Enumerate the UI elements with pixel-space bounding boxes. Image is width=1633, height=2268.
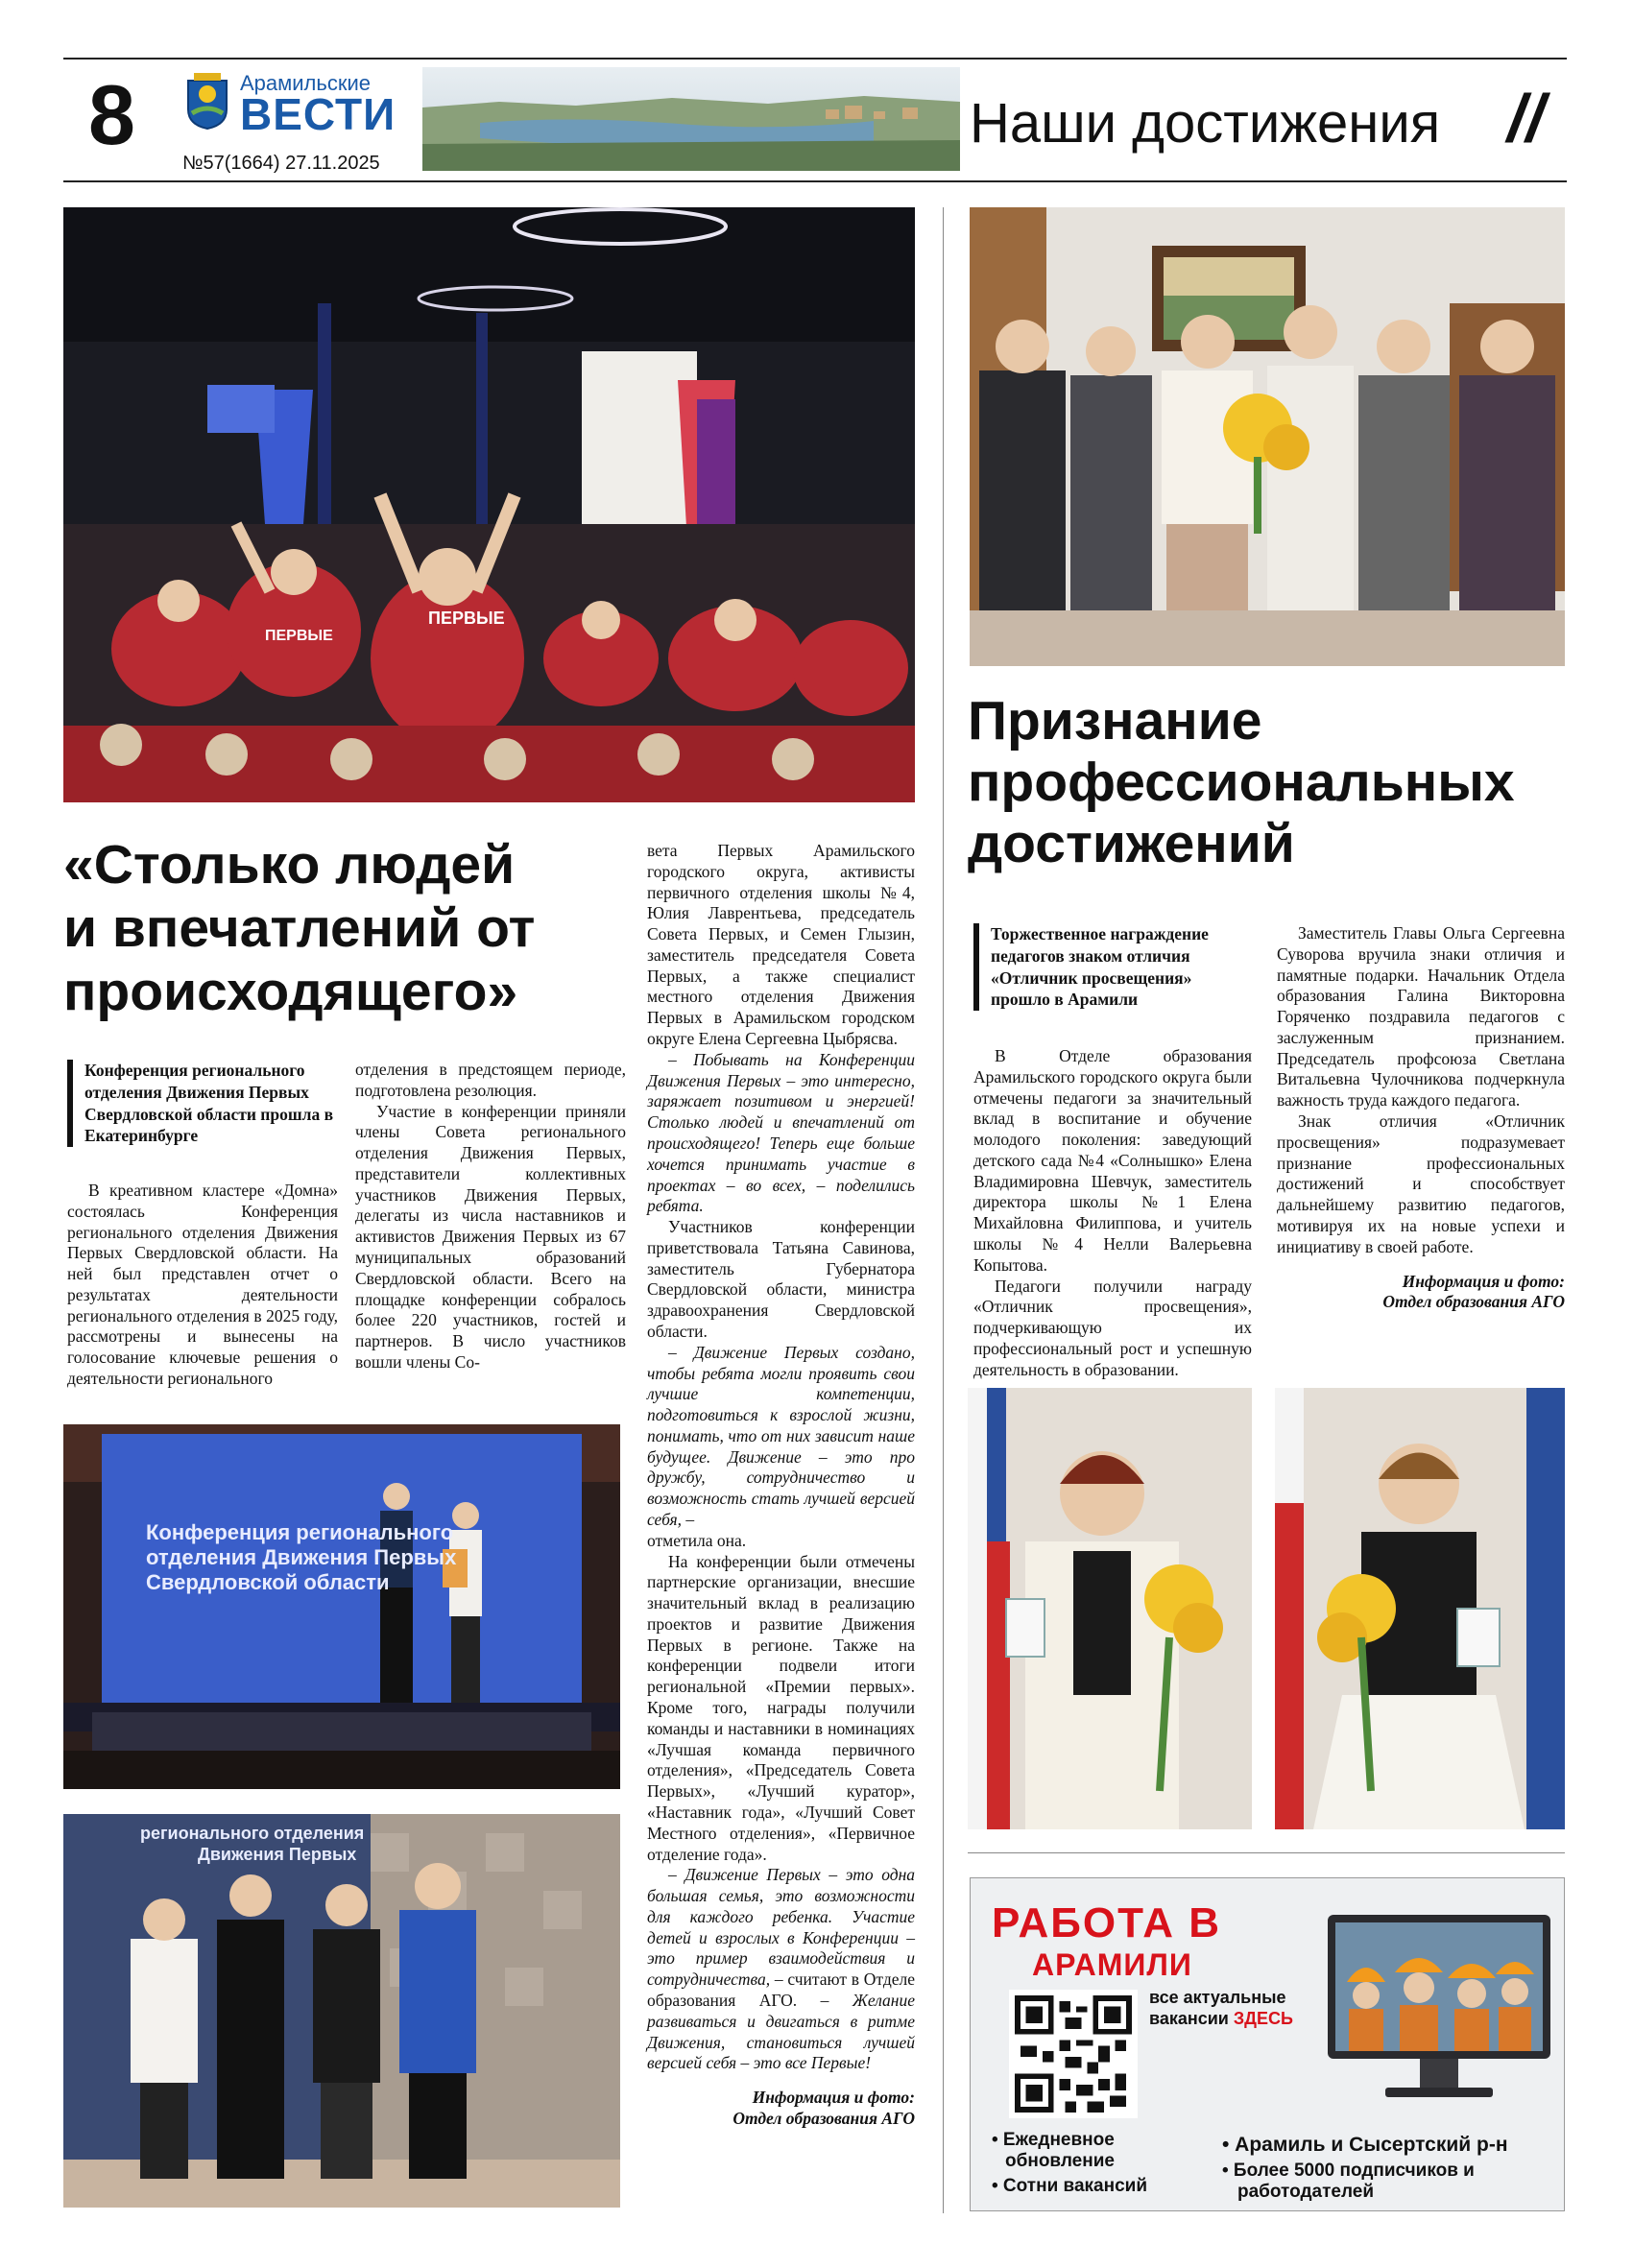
left-article-col2	[355, 1060, 626, 1373]
paragraph: Заместитель Главы Ольга Сергеевна Суворова вручила знаки отличия и памятные подарки. Начальник Отдела образования Галина Викторовна Горяченко поздравила педагогов с заслуженным признанием. Председатель профсоюза Светлана Витальевна Чулочникова подчеркнула важность труда каждого педагога.	[1277, 923, 1565, 1110]
paragraph: Участников конференции приветствовала Татьяна Савинова, заместитель Губернатора Свердловской области, министра здравоохранения Свердловской области.	[647, 1217, 915, 1341]
header-landscape-photo	[422, 67, 960, 171]
paragraph	[647, 1865, 915, 2074]
quote: Желание развиваться и двигаться в ритме Движения, становиться лучшей версией себя – это все Первые!	[647, 1990, 915, 2073]
column-divider	[943, 207, 944, 2213]
signature-line: Информация и фото:	[752, 2088, 915, 2108]
ad-bullet-line: • Более 5000 подписчиков и	[1222, 2161, 1475, 2181]
paragraph: В креативном кластере «Домна» состоялась Конференция регионального отделения Движения Первых Свердловской области. На ней был представлен отчет о результатах деятельности регионального отделения в 2025 году, рассмотрены и вынесены на голосование ключевые решения о деятельности регионального	[67, 1181, 338, 1389]
awarded-teacher-photo-2	[1275, 1388, 1565, 1829]
ad-title-line: РАБОТА В	[992, 1899, 1221, 1946]
right-article-col1	[973, 1046, 1252, 1381]
left-article-col1	[67, 1181, 338, 1390]
shirt-print-text: ПЕРВЫЕ	[428, 609, 505, 628]
ad-bullet-line: • Ежедневное	[992, 2130, 1115, 2150]
signature-line: Отдел образования АГО	[732, 2108, 915, 2128]
ad-bullet-line: обновление	[1005, 2151, 1115, 2171]
teachers-group-photo	[970, 207, 1565, 666]
ad-bullet-line: • Сотни вакансий	[992, 2176, 1148, 2196]
header-bottom-rule	[63, 180, 1567, 182]
ad-vacancies-line	[1149, 2009, 1293, 2029]
monitor-illustration	[1328, 1915, 1550, 2107]
conference-hall-photo	[63, 207, 915, 802]
left-article-lead: Конференция регионального отделения Движения Первых Свердловской области прошла в Екатеринбурге	[67, 1060, 338, 1147]
title-line: достижений	[968, 812, 1295, 874]
newspaper-logo: ВЕСТИ	[240, 89, 396, 139]
city-crest-icon	[184, 71, 230, 131]
logo-subtitle: Арамильские	[240, 71, 372, 95]
quote: – Движение Первых – это одна большая семья, это возможности для каждого ребенка. Участие детей и взрослых в Конференции – это пример взаимодействия и сотрудничества, –	[647, 1865, 915, 1990]
inline-text: считают в Отделе образования АГО. –	[647, 1970, 915, 2010]
job-advertisement	[970, 1877, 1565, 2211]
ad-title-line: АРАМИЛИ	[1032, 1947, 1192, 1982]
ad-bullet-line: • Арамиль и Сысертский р-н	[1222, 2134, 1508, 2156]
ad-bullet-line: работодателей	[1237, 2182, 1375, 2202]
paragraph: Педагоги получили награду «Отличник просвещения», подчеркивающую их профессиональный рост и успешную деятельность в образовании.	[973, 1276, 1252, 1379]
quote: – Движение Первых создано, чтобы ребята могли проявить свои лучшие компетенции, подготовиться к взрослой жизни, понимать, что от них зависит наше будущее. Движение – это про дружбу, сотрудничество и возможность стать лучшей версией себя, –	[647, 1342, 915, 1529]
paragraph: Знак отличия «Отличник просвещения» подразумевает признание профессиональных достижений и способствует дальнейшему развитию педагогов, мотивируя их на новые успехи и инициативу в своей работе.	[1277, 1111, 1565, 1256]
screen-text-line: отделения Движения Первых	[146, 1545, 457, 1569]
ad-vacancies-here: ЗДЕСЬ	[1233, 2009, 1293, 2028]
shirt-print-text: ПЕРВЫЕ	[265, 628, 333, 644]
right-article-col2	[1277, 923, 1565, 1313]
signature-line: Информация и фото:	[1402, 1271, 1565, 1291]
left-article-col3	[647, 841, 915, 2130]
quote: – Побывать на Конференции Движения Первых – это интересно, заряжает позитивом и энергией! Столько людей и впечатлений от происходящего! Теперь еще больше хочется принимать участие в проектах – во всех, – поделились ребята.	[647, 1049, 915, 1216]
section-mark: //	[1507, 81, 1545, 155]
right-article-title	[968, 691, 1567, 874]
paragraph: вета Первых Арамильского городского округа, активисты первичного отделения школы №4, Юлия Лаврентьева, председатель Совета Первых, и Семен Глызин, заместитель председателя Совета Первых, а также специалист местного отделения Движения Первых в Арамильском городском округе Елена Сергеевна Цыбрясва.	[647, 841, 915, 1049]
ad-vacancies-word: вакансии	[1149, 2009, 1229, 2028]
ad-vacancies-line: все актуальные	[1149, 1988, 1286, 2007]
title-line: и впечатлений от	[63, 897, 536, 960]
screen-text-line: Конференция регионального	[146, 1520, 454, 1544]
left-article-title	[63, 833, 639, 1023]
title-line: «Столько людей	[63, 834, 516, 895]
title-line: профессиональных	[968, 751, 1515, 813]
right-article-lead: Торжественное награждение педагогов знаком отличия «Отличник просвещения» прошло в Арамили	[973, 923, 1250, 1011]
banner-text-line: Движения Первых	[198, 1845, 357, 1864]
qr-code-icon	[1009, 1990, 1138, 2118]
paragraph: отделения в предстоящем периоде, подготовлена резолюция.	[355, 1060, 626, 1100]
banner-text-line: регионального отделения	[140, 1824, 365, 1843]
paragraph: отметила она.	[647, 1530, 747, 1550]
title-line: происходящего»	[63, 961, 518, 1023]
screen-text-line: Свердловской области	[146, 1570, 390, 1594]
header-top-rule	[63, 58, 1567, 60]
awarded-teacher-photo-1	[968, 1388, 1252, 1829]
paragraph: На конференции были отмечены партнерские организации, внесшие значительный вклад в реализацию проектов и развитие Движения Первых в регионе. Также на конференции подвели итоги региональной «Премии первых». Кроме того, награды получили команды и наставники в номинациях «Лучшая команда первичного отделения», «Председатель Совета Первых», «Лучший куратор», «Наставник года», «Лучший Совет Местного отделения», «Первичное отделение года».	[647, 1551, 915, 1864]
page-number: 8	[88, 67, 135, 162]
issue-number-date: №57(1664) 27.11.2025	[182, 153, 380, 174]
ad-top-rule	[968, 1852, 1565, 1853]
title-line: Признание	[968, 690, 1262, 752]
group-photo-delegates	[63, 1814, 620, 2208]
paragraph: Участие в конференции приняли члены Совета регионального отделения Движения Первых, представители коллективных участников Движения Первых, делегаты из числа наставников и активистов Движения Первых из 67 муниципальных образований Свердловской области. Всего на площадке конференции собралось более 220 участников, гостей и партнеров. В число участников вошли члены Со-	[355, 1101, 626, 1372]
stage-award-photo	[63, 1424, 620, 1789]
paragraph: В Отделе образования Арамильского городского округа были отмечены педагоги за значительный вклад в воспитание и обучение молодого поколения: заведующий детского сада №4 «Солнышко» Елена Владимировна Шевчук, заместитель директора школы №1 Елена Михайловна Филиппова, и учитель школы №4 Нелли Валерьевна Копытова.	[973, 1046, 1252, 1275]
signature-line: Отдел образования АГО	[1382, 1292, 1565, 1312]
section-title: Наши достижения	[970, 92, 1441, 155]
